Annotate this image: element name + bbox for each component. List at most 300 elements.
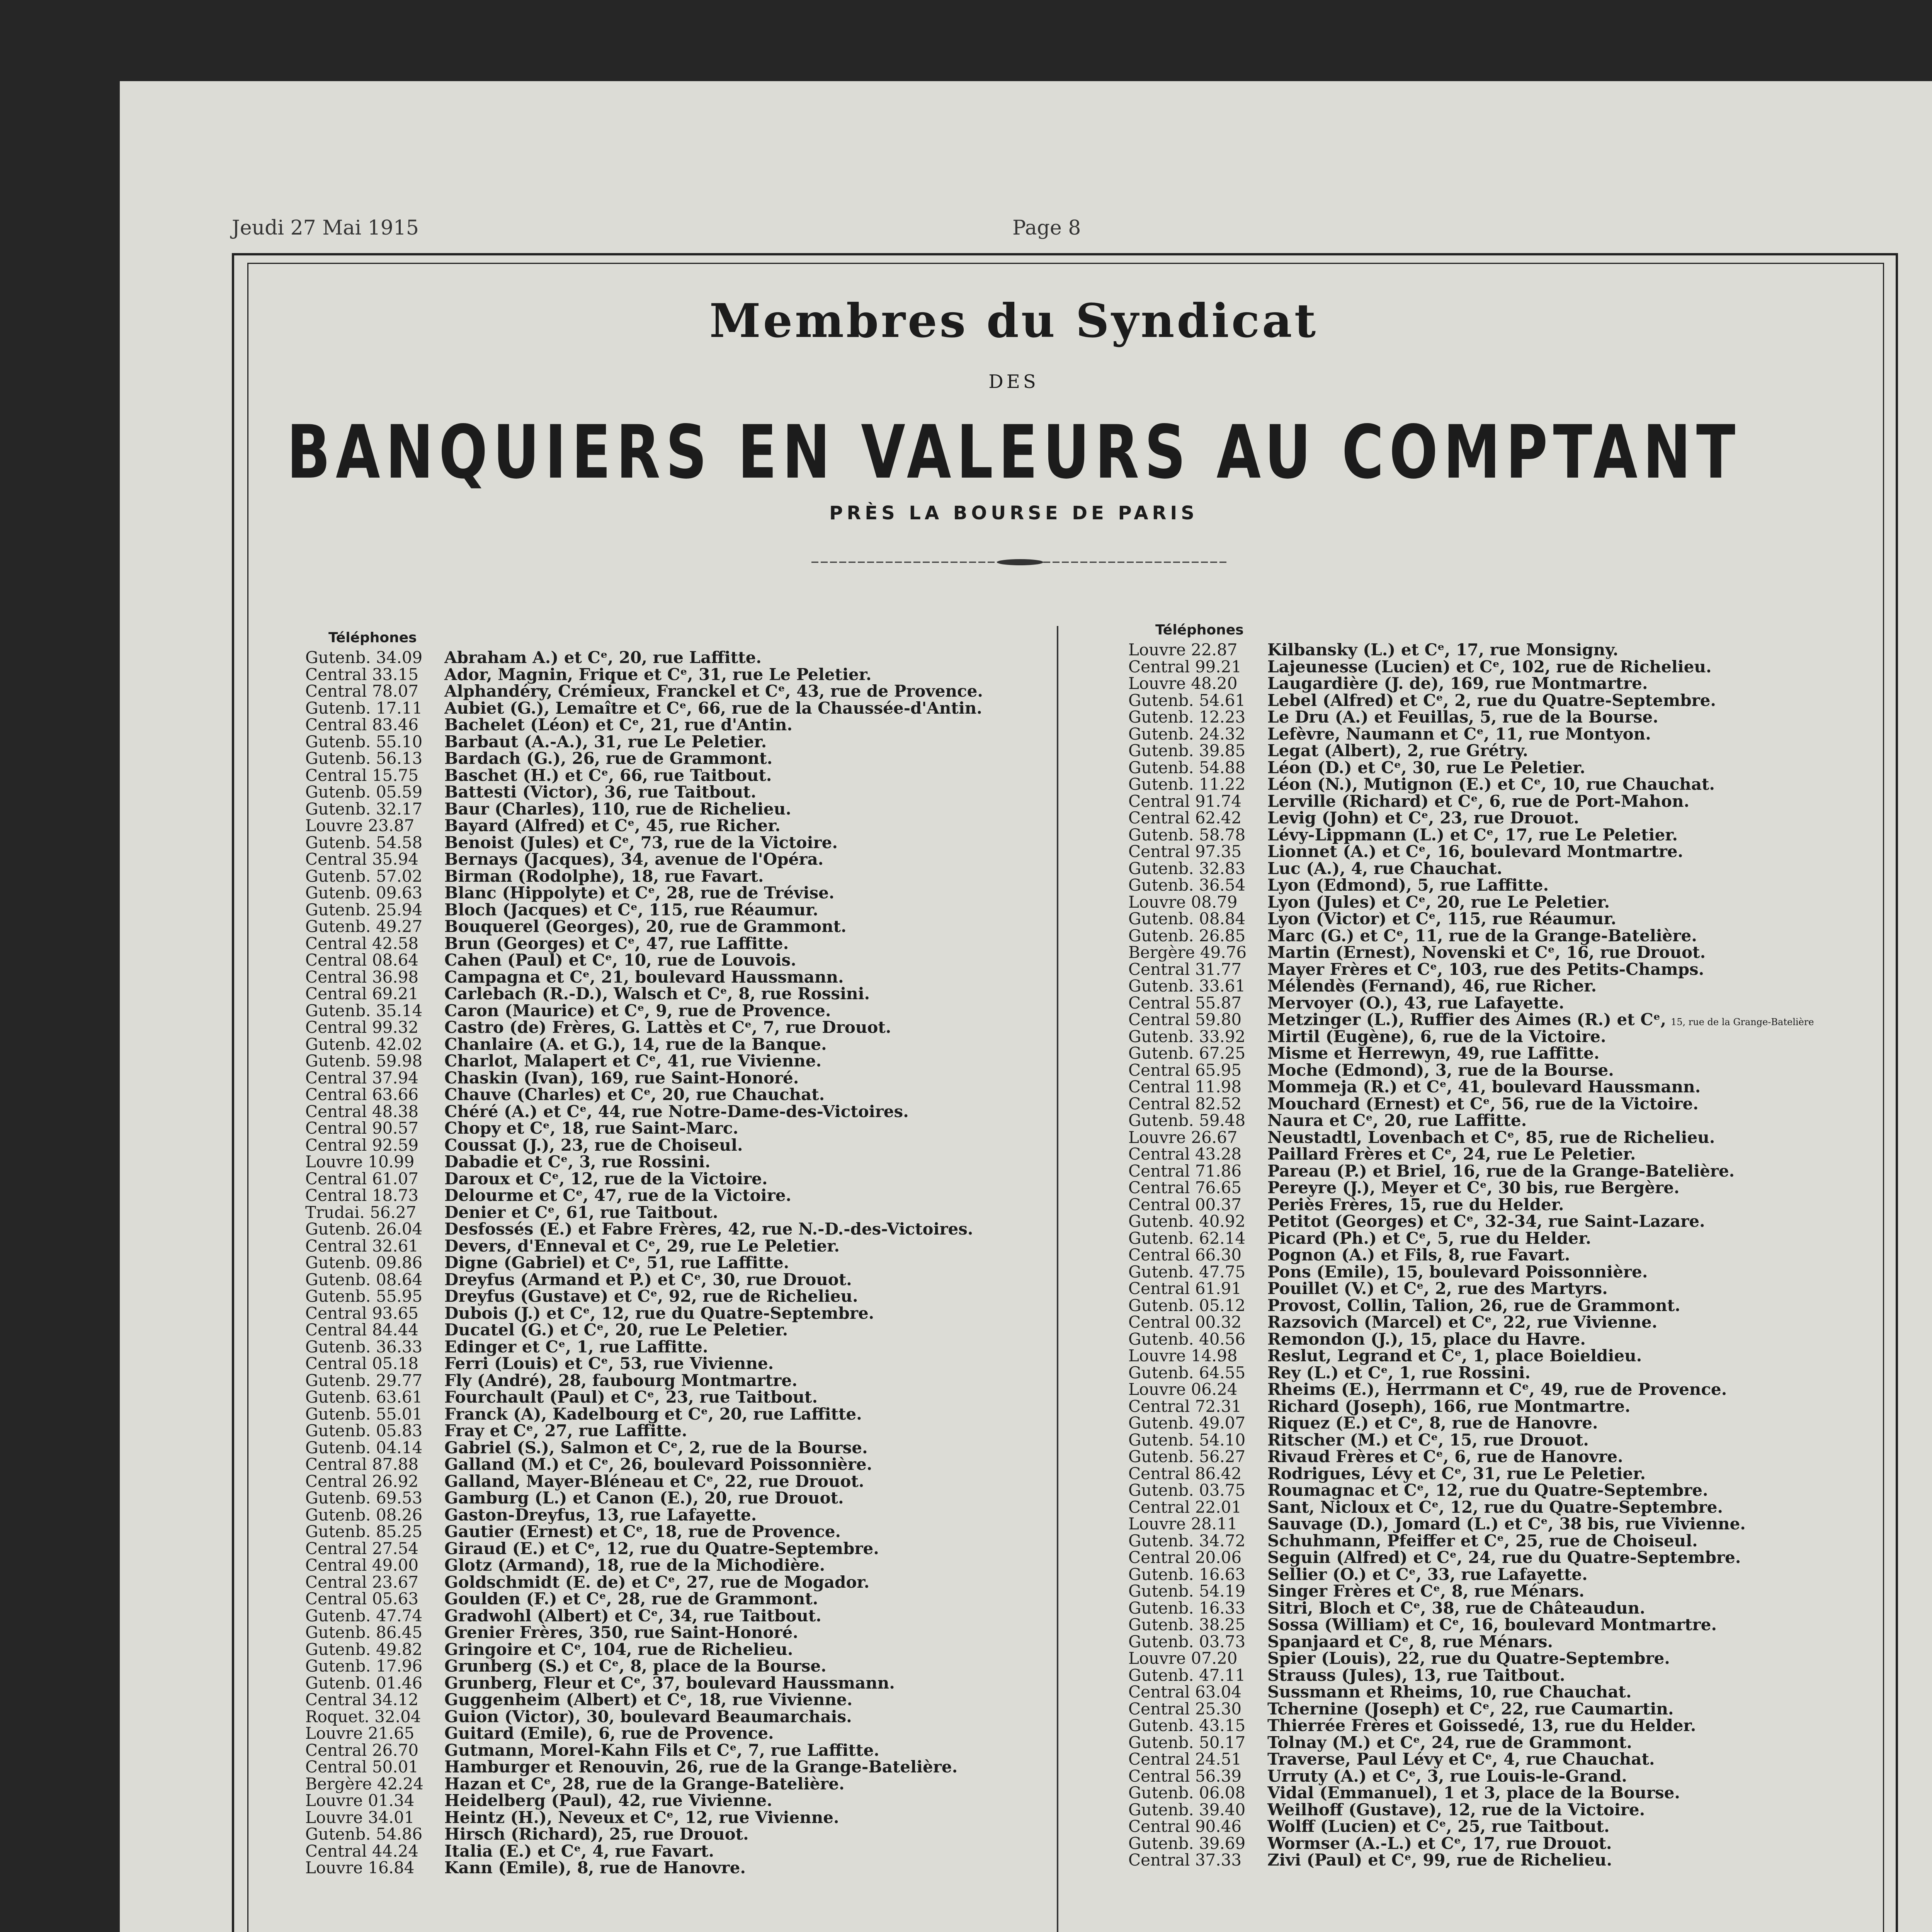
member-row bbox=[305, 1776, 983, 1793]
member-telephone: Gutenb. 26.04 bbox=[305, 1219, 423, 1238]
member-telephone: Gutenb. 56.27 bbox=[1128, 1447, 1246, 1466]
member-row bbox=[305, 1624, 983, 1641]
member-row bbox=[305, 1153, 983, 1170]
member-telephone: Trudai. 56.27 bbox=[305, 1202, 417, 1222]
member-row bbox=[1128, 894, 1814, 911]
member-row bbox=[305, 1708, 983, 1725]
member-telephone: Central 69.21 bbox=[305, 984, 419, 1003]
member-row bbox=[305, 1691, 983, 1708]
member-telephone: Central 86.42 bbox=[1128, 1464, 1242, 1483]
member-telephone: Gutenb. 34.09 bbox=[305, 648, 423, 667]
member-entry: Gamburg (L.) et Canon (E.), 20, rue Drouot. bbox=[444, 1488, 844, 1507]
member-telephone: Louvre 34.01 bbox=[305, 1808, 415, 1827]
member-entry: Lerville (Richard) et Cᵉ, 6, rue de Port-Mahon. bbox=[1267, 791, 1690, 811]
member-entry: Legat (Albert), 2, rue Grétry. bbox=[1267, 741, 1528, 760]
title-banquiers: BANQUIERS EN VALEURS AU COMPTANT bbox=[286, 410, 1741, 495]
member-telephone: Gutenb. 55.95 bbox=[305, 1287, 423, 1306]
member-row bbox=[1128, 1835, 1814, 1852]
member-row bbox=[305, 1473, 983, 1490]
member-row bbox=[305, 1389, 983, 1406]
member-telephone: Central 93.65 bbox=[305, 1303, 419, 1323]
member-entry: Schuhmann, Pfeiffer et Cᵉ, 25, rue de Choiseul. bbox=[1267, 1531, 1698, 1550]
member-telephone: Central 55.87 bbox=[1128, 993, 1242, 1012]
member-entry: Caron (Maurice) et Cᵉ, 9, rue de Provence. bbox=[444, 1001, 831, 1020]
member-entry: Baschet (H.) et Cᵉ, 66, rue Taitbout. bbox=[444, 765, 772, 785]
member-entry: Daroux et Cᵉ, 12, rue de la Victoire. bbox=[444, 1169, 768, 1188]
member-telephone: Gutenb. 54.86 bbox=[305, 1825, 423, 1844]
member-row bbox=[1128, 1264, 1814, 1281]
member-row bbox=[305, 801, 983, 818]
member-entry: Lyon (Jules) et Cᵉ, 20, rue Le Peletier. bbox=[1267, 892, 1610, 912]
member-row bbox=[1128, 944, 1814, 961]
member-entry: Kann (Emile), 8, rue de Hanovre. bbox=[444, 1858, 746, 1877]
member-entry: Dubois (J.) et Cᵉ, 12, rue du Quatre-Septembre. bbox=[444, 1303, 874, 1323]
member-telephone: Gutenb. 56.13 bbox=[305, 749, 423, 768]
member-row bbox=[1128, 1465, 1814, 1482]
member-row bbox=[305, 649, 983, 666]
member-entry: Sussmann et Rheims, 10, rue Chauchat. bbox=[1267, 1682, 1632, 1701]
member-row bbox=[305, 1254, 983, 1271]
member-telephone: Gutenb. 42.02 bbox=[305, 1034, 423, 1054]
member-entry: Dabadie et Cᵉ, 3, rue Rossini. bbox=[444, 1152, 711, 1171]
member-entry: Guitard (Emile), 6, rue de Provence. bbox=[444, 1724, 774, 1743]
member-row bbox=[1128, 1280, 1814, 1297]
member-telephone: Gutenb. 55.10 bbox=[305, 732, 423, 751]
member-telephone: Gutenb. 01.46 bbox=[305, 1673, 423, 1692]
member-telephone: Louvre 14.98 bbox=[1128, 1346, 1238, 1365]
member-telephone: Central 43.28 bbox=[1128, 1145, 1242, 1163]
member-entry: Dreyfus (Armand et P.) et Cᵉ, 30, rue Drouot. bbox=[444, 1270, 852, 1289]
member-entry: Chéré (A.) et Cᵉ, 44, rue Notre-Dame-des-Victoires. bbox=[444, 1102, 909, 1121]
member-entry: Charlot, Malapert et Cᵉ, 41, rue Vivienne. bbox=[444, 1051, 822, 1070]
member-row bbox=[1128, 1852, 1814, 1869]
member-row bbox=[305, 1221, 983, 1238]
member-entry: Pareau (P.) et Briel, 16, rue de la Grange-Batelière. bbox=[1267, 1161, 1735, 1180]
member-entry: Galland, Mayer-Bléneau et Cᵉ, 22, rue Drouot. bbox=[444, 1471, 864, 1491]
member-row bbox=[1128, 995, 1814, 1012]
member-row bbox=[305, 1238, 983, 1255]
member-row bbox=[305, 1036, 983, 1053]
member-entry: Lajeunesse (Lucien) et Cᵉ, 102, rue de Richelieu. bbox=[1267, 657, 1712, 676]
member-entry: Sitri, Bloch et Cᵉ, 38, rue de Châteaudun. bbox=[1267, 1598, 1645, 1617]
member-row bbox=[305, 834, 983, 851]
member-entry: Spier (Louis), 22, rue du Quatre-Septembre. bbox=[1267, 1649, 1670, 1668]
title-membres: Membres du Syndicat bbox=[709, 294, 1318, 348]
member-telephone: Gutenb. 50.17 bbox=[1128, 1733, 1246, 1752]
member-row bbox=[1128, 709, 1814, 726]
member-entry: Ritscher (M.) et Cᵉ, 15, rue Drouot. bbox=[1267, 1430, 1589, 1449]
member-telephone: Gutenb. 34.72 bbox=[1128, 1531, 1246, 1550]
member-row bbox=[1128, 1129, 1814, 1146]
member-entry: Franck (A), Kadelbourg et Cᵉ, 20, rue Laffitte. bbox=[444, 1404, 862, 1423]
member-telephone: Central 48.38 bbox=[305, 1102, 419, 1121]
member-row bbox=[305, 1422, 983, 1439]
member-entry: Galland (M.) et Cᵉ, 26, boulevard Poissonnière. bbox=[444, 1455, 872, 1474]
member-entry: Mommeja (R.) et Cᵉ, 41, boulevard Haussmann. bbox=[1267, 1077, 1701, 1096]
member-row bbox=[1128, 1347, 1814, 1364]
member-row bbox=[305, 1355, 983, 1372]
member-entry: Urruty (A.) et Cᵉ, 3, rue Louis-le-Grand. bbox=[1267, 1766, 1627, 1786]
member-row bbox=[1128, 1784, 1814, 1801]
member-telephone: Gutenb. 49.82 bbox=[305, 1639, 423, 1659]
member-row bbox=[305, 1725, 983, 1742]
member-entry: Mirtil (Eugène), 6, rue de la Victoire. bbox=[1267, 1027, 1606, 1046]
member-entry: Pons (Emile), 15, boulevard Poissonnière. bbox=[1267, 1262, 1648, 1281]
member-row bbox=[1128, 927, 1814, 944]
member-telephone: Gutenb. 17.96 bbox=[305, 1656, 423, 1675]
member-row bbox=[1128, 793, 1814, 810]
column-divider bbox=[1057, 626, 1058, 1932]
member-telephone: Central 44.24 bbox=[305, 1841, 419, 1861]
member-row bbox=[1128, 1331, 1814, 1348]
member-entry: Bayard (Alfred) et Cᵉ, 45, rue Richer. bbox=[444, 816, 781, 835]
member-row bbox=[1128, 1684, 1814, 1701]
member-entry: Levig (John) et Cᵉ, 23, rue Drouot. bbox=[1267, 808, 1579, 827]
member-telephone: Central 27.54 bbox=[305, 1539, 419, 1558]
member-row bbox=[1128, 726, 1814, 743]
member-telephone: Gutenb. 35.14 bbox=[305, 1001, 423, 1020]
member-row bbox=[1128, 1532, 1814, 1549]
member-entry: Barbaut (A.-A.), 31, rue Le Peletier. bbox=[444, 732, 767, 751]
member-entry: Mouchard (Ernest) et Cᵉ, 56, rue de la Victoire. bbox=[1267, 1094, 1699, 1113]
member-entry: Blanc (Hippolyte) et Cᵉ, 28, rue de Trévise. bbox=[444, 883, 835, 902]
member-telephone: Central 08.64 bbox=[305, 951, 419, 969]
member-row bbox=[305, 784, 983, 801]
member-entry: Mayer Frères et Cᵉ, 103, rue des Petits-Champs. bbox=[1267, 959, 1704, 979]
member-telephone: Gutenb. 32.17 bbox=[305, 799, 423, 818]
member-row bbox=[1128, 1701, 1814, 1718]
member-telephone: Central 63.04 bbox=[1128, 1682, 1242, 1701]
member-telephone: Gutenb. 54.10 bbox=[1128, 1430, 1246, 1449]
member-row bbox=[1128, 1011, 1814, 1028]
member-telephone: Gutenb. 55.01 bbox=[305, 1404, 423, 1423]
member-telephone: Gutenb. 54.61 bbox=[1128, 690, 1246, 710]
member-telephone: Central 78.07 bbox=[305, 682, 419, 701]
member-telephone: Gutenb. 06.08 bbox=[1128, 1783, 1246, 1802]
member-entry: Chopy et Cᵉ, 18, rue Saint-Marc. bbox=[444, 1119, 739, 1138]
member-telephone: Gutenb. 05.83 bbox=[305, 1421, 423, 1440]
member-row bbox=[1128, 1633, 1814, 1650]
member-row bbox=[1128, 1028, 1814, 1045]
member-telephone: Gutenb. 86.45 bbox=[305, 1623, 423, 1642]
member-telephone: Central 32.61 bbox=[305, 1236, 419, 1255]
member-row bbox=[1128, 776, 1814, 793]
member-entry: Gabriel (S.), Salmon et Cᵉ, 2, rue de la Bourse. bbox=[444, 1438, 868, 1457]
member-row bbox=[1128, 1415, 1814, 1432]
member-entry: Traverse, Paul Lévy et Cᵉ, 4, rue Chauchat. bbox=[1267, 1750, 1655, 1769]
member-row bbox=[1128, 742, 1814, 759]
member-row bbox=[305, 1019, 983, 1036]
member-telephone: Gutenb. 38.25 bbox=[1128, 1615, 1246, 1634]
member-entry: Periès Frères, 15, rue du Helder. bbox=[1267, 1195, 1564, 1214]
member-entry: Le Dru (A.) et Feuillas, 5, rue de la Bourse. bbox=[1267, 707, 1658, 726]
member-row bbox=[305, 666, 983, 683]
member-entry: Ferri (Louis) et Cᵉ, 53, rue Vivienne. bbox=[444, 1354, 774, 1373]
member-entry: Moche (Edmond), 3, rue de la Bourse. bbox=[1267, 1060, 1614, 1080]
member-entry: Rodrigues, Lévy et Cᵉ, 31, rue Le Peletier. bbox=[1267, 1464, 1646, 1483]
member-telephone: Central 99.21 bbox=[1128, 657, 1242, 676]
member-entry: Battesti (Victor), 36, rue Taitbout. bbox=[444, 782, 757, 801]
member-row bbox=[305, 1507, 983, 1524]
member-telephone: Gutenb. 47.74 bbox=[305, 1606, 423, 1625]
member-entry: Richard (Joseph), 166, rue Montmartre. bbox=[1267, 1396, 1631, 1416]
member-telephone: Louvre 10.99 bbox=[305, 1152, 415, 1171]
member-entry: Goulden (F.) et Cᵉ, 28, rue de Grammont. bbox=[444, 1589, 818, 1608]
member-entry: Guion (Victor), 30, boulevard Beaumarchais. bbox=[444, 1707, 852, 1726]
member-entry: Léon (N.), Mutignon (E.) et Cᵉ, 10, rue Chauchat. bbox=[1267, 775, 1715, 794]
member-entry: Heintz (H.), Neveux et Cᵉ, 12, rue Vivienne. bbox=[444, 1808, 839, 1827]
member-row bbox=[305, 1372, 983, 1389]
member-telephone: Gutenb. 54.58 bbox=[305, 833, 423, 852]
member-telephone: Gutenb. 26.85 bbox=[1128, 926, 1246, 945]
member-telephone: Central 34.12 bbox=[305, 1690, 419, 1709]
member-entry: Zivi (Paul) et Cᵉ, 99, rue de Richelieu. bbox=[1267, 1850, 1612, 1869]
member-row bbox=[1128, 827, 1814, 844]
member-row bbox=[1128, 1078, 1814, 1095]
member-row bbox=[305, 1540, 983, 1557]
member-entry: Bloch (Jacques) et Cᵉ, 115, rue Réaumur. bbox=[444, 900, 818, 919]
member-row bbox=[305, 683, 983, 700]
member-entry: Devers, d'Enneval et Cᵉ, 29, rue Le Peletier. bbox=[444, 1236, 840, 1255]
member-row bbox=[1128, 910, 1814, 927]
member-row bbox=[305, 733, 983, 750]
member-entry: Thierrée Frères et Goissedé, 13, rue du Helder. bbox=[1267, 1716, 1696, 1735]
member-row bbox=[305, 1658, 983, 1675]
member-entry: Gutmann, Morel-Kahn Fils et Cᵉ, 7, rue Laffitte. bbox=[444, 1740, 879, 1760]
member-telephone: Gutenb. 69.53 bbox=[305, 1488, 423, 1507]
members-list-right bbox=[1128, 641, 1814, 1869]
member-row bbox=[305, 1338, 983, 1355]
member-telephone: Louvre 21.65 bbox=[305, 1724, 415, 1743]
member-telephone: Louvre 28.11 bbox=[1128, 1514, 1238, 1533]
member-entry: Marc (G.) et Cᵉ, 11, rue de la Grange-Batelière. bbox=[1267, 926, 1697, 945]
members-list-left bbox=[305, 649, 983, 1876]
member-telephone: Central 56.39 bbox=[1128, 1766, 1242, 1786]
member-entry: Razsovich (Marcel) et Cᵉ, 22, rue Vivienne. bbox=[1267, 1313, 1658, 1332]
member-telephone: Gutenb. 54.19 bbox=[1128, 1582, 1246, 1600]
member-row bbox=[1128, 1499, 1814, 1516]
member-entry: Italia (E.) et Cᵉ, 4, rue Favart. bbox=[444, 1841, 714, 1861]
member-entry: Dreyfus (Gustave) et Cᵉ, 92, rue de Richelieu. bbox=[444, 1287, 858, 1306]
member-telephone: Central 76.65 bbox=[1128, 1178, 1242, 1197]
member-entry: Carlebach (R.-D.), Walsch et Cᵉ, 8, rue Rossini. bbox=[444, 984, 870, 1003]
member-entry: Kilbansky (L.) et Cᵉ, 17, rue Monsigny. bbox=[1267, 640, 1619, 659]
member-telephone: Central 82.52 bbox=[1128, 1094, 1242, 1113]
member-telephone: Central 91.74 bbox=[1128, 791, 1242, 811]
member-entry: Grunberg (S.) et Cᵉ, 8, place de la Bourse. bbox=[444, 1656, 827, 1675]
column-header-telephones: Téléphones bbox=[1155, 622, 1244, 638]
member-address-note: 15, rue de la Grange-Batelière bbox=[1670, 1017, 1814, 1027]
member-row bbox=[1128, 843, 1814, 860]
member-telephone: Gutenb. 39.40 bbox=[1128, 1800, 1246, 1819]
member-telephone: Central 15.75 bbox=[305, 765, 419, 785]
member-telephone: Louvre 08.79 bbox=[1128, 892, 1238, 912]
member-row bbox=[1128, 978, 1814, 995]
member-row bbox=[305, 1288, 983, 1305]
member-entry: Spanjaard et Cᵉ, 8, rue Ménars. bbox=[1267, 1632, 1553, 1651]
member-telephone: Gutenb. 09.63 bbox=[305, 883, 423, 902]
member-entry: Rey (L.) et Cᵉ, 1, rue Rossini. bbox=[1267, 1363, 1531, 1382]
member-entry: Tolnay (M.) et Cᵉ, 24, rue de Grammont. bbox=[1267, 1733, 1632, 1752]
member-telephone: Central 00.37 bbox=[1128, 1195, 1242, 1214]
member-entry: Guggenheim (Albert) et Cᵉ, 18, rue Vivienne. bbox=[444, 1690, 853, 1709]
member-telephone: Central 63.66 bbox=[305, 1085, 419, 1104]
issue-date: Jeudi 27 Mai 1915 bbox=[232, 216, 419, 240]
member-entry: Digne (Gabriel) et Cᵉ, 51, rue Laffitte. bbox=[444, 1253, 789, 1272]
member-entry: Grunberg, Fleur et Cᵉ, 37, boulevard Haussmann. bbox=[444, 1673, 895, 1692]
member-entry: Provost, Collin, Talion, 26, rue de Grammont. bbox=[1267, 1296, 1680, 1315]
member-row bbox=[1128, 1768, 1814, 1785]
member-row bbox=[305, 1843, 983, 1860]
member-telephone: Central 83.46 bbox=[305, 715, 419, 734]
member-entry: Giraud (E.) et Cᵉ, 12, rue du Quatre-Septembre. bbox=[444, 1539, 879, 1558]
member-entry: Lefèvre, Naumann et Cᵉ, 11, rue Montyon. bbox=[1267, 724, 1651, 743]
member-row bbox=[305, 1070, 983, 1087]
member-telephone: Gutenb. 39.69 bbox=[1128, 1833, 1246, 1853]
member-row bbox=[1128, 1734, 1814, 1751]
member-telephone: Louvre 16.84 bbox=[305, 1858, 415, 1877]
member-telephone: Central 31.77 bbox=[1128, 959, 1242, 979]
member-entry: Vidal (Emmanuel), 1 et 3, place de la Bourse. bbox=[1267, 1783, 1680, 1802]
member-row bbox=[305, 851, 983, 868]
member-entry: Laugardière (J. de), 169, rue Montmartre. bbox=[1267, 674, 1648, 693]
member-entry: Roumagnac et Cᵉ, 12, rue du Quatre-Septembre. bbox=[1267, 1481, 1708, 1500]
member-row bbox=[305, 1523, 983, 1540]
member-telephone: Gutenb. 47.75 bbox=[1128, 1262, 1246, 1281]
member-entry: Lyon (Victor) et Cᵉ, 115, rue Réaumur. bbox=[1267, 909, 1617, 928]
member-telephone: Central 35.94 bbox=[305, 850, 419, 869]
member-row bbox=[305, 1170, 983, 1187]
member-telephone: Gutenb. 24.32 bbox=[1128, 724, 1246, 743]
member-row bbox=[305, 952, 983, 969]
member-telephone: Gutenb. 64.55 bbox=[1128, 1363, 1246, 1382]
member-telephone: Central 05.18 bbox=[305, 1354, 419, 1373]
member-entry: Lyon (Edmond), 5, rue Laffitte. bbox=[1267, 876, 1549, 895]
member-telephone: Gutenb. 03.75 bbox=[1128, 1481, 1246, 1500]
member-entry: Cahen (Paul) et Cᵉ, 10, rue de Louvois. bbox=[444, 951, 796, 969]
member-entry: Sossa (William) et Cᵉ, 16, boulevard Montmartre. bbox=[1267, 1615, 1717, 1634]
member-row bbox=[1128, 692, 1814, 709]
member-row bbox=[305, 901, 983, 918]
member-telephone: Gutenb. 58.78 bbox=[1128, 825, 1246, 844]
member-telephone: Central 59.80 bbox=[1128, 1010, 1242, 1029]
member-row bbox=[305, 1439, 983, 1456]
member-row bbox=[305, 1826, 983, 1843]
member-telephone: Louvre 26.67 bbox=[1128, 1128, 1238, 1147]
member-entry: Birman (Rodolphe), 18, rue Favart. bbox=[444, 866, 764, 886]
member-entry: Chaskin (Ivan), 169, rue Saint-Honoré. bbox=[444, 1068, 799, 1087]
member-row bbox=[1128, 1432, 1814, 1449]
member-entry: Paillard Frères et Cᵉ, 24, rue Le Peletier. bbox=[1267, 1145, 1636, 1163]
member-telephone: Bergère 49.76 bbox=[1128, 943, 1247, 962]
member-telephone: Gutenb. 85.25 bbox=[305, 1522, 423, 1541]
member-telephone: Gutenb. 25.94 bbox=[305, 900, 423, 919]
member-row bbox=[1128, 1818, 1814, 1835]
member-row bbox=[305, 1204, 983, 1221]
member-entry: Glotz (Armand), 18, rue de la Michodière. bbox=[444, 1556, 825, 1575]
member-row bbox=[1128, 1482, 1814, 1499]
member-telephone: Gutenb. 29.77 bbox=[305, 1371, 423, 1390]
column-header-telephones: Téléphones bbox=[328, 630, 417, 646]
member-telephone: Central 62.42 bbox=[1128, 808, 1242, 827]
member-row bbox=[305, 868, 983, 885]
member-telephone: Gutenb. 57.02 bbox=[305, 866, 423, 886]
member-telephone: Central 61.07 bbox=[305, 1169, 419, 1188]
member-entry: Metzinger (L.), Ruffier des Aimes (R.) et Cᵉ, bbox=[1267, 1010, 1666, 1029]
member-entry: Gradwohl (Albert) et Cᵉ, 34, rue Taitbout. bbox=[444, 1606, 821, 1625]
member-entry: Denier et Cᵉ, 61, rue Taitbout. bbox=[444, 1202, 718, 1222]
member-row bbox=[305, 1120, 983, 1137]
member-row bbox=[1128, 1314, 1814, 1331]
member-row bbox=[1128, 1213, 1814, 1230]
member-telephone: Central 00.32 bbox=[1128, 1313, 1242, 1332]
member-entry: Fray et Cᵉ, 27, rue Laffitte. bbox=[444, 1421, 687, 1440]
member-entry: Brun (Georges) et Cᵉ, 47, rue Laffitte. bbox=[444, 934, 789, 953]
member-telephone: Gutenb. 43.15 bbox=[1128, 1716, 1246, 1735]
member-entry: Bachelet (Léon) et Cᵉ, 21, rue d'Antin. bbox=[444, 715, 793, 734]
member-row bbox=[1128, 1583, 1814, 1600]
member-telephone: Central 65.95 bbox=[1128, 1060, 1242, 1080]
member-entry: Chanlaire (A. et G.), 14, rue de la Banque. bbox=[444, 1034, 827, 1054]
member-telephone: Central 66.30 bbox=[1128, 1245, 1242, 1264]
member-entry: Petitot (Georges) et Cᵉ, 32-34, rue Saint-Lazare. bbox=[1267, 1212, 1705, 1231]
member-row bbox=[1128, 1364, 1814, 1381]
member-row bbox=[305, 1406, 983, 1423]
member-telephone: Louvre 23.87 bbox=[305, 816, 415, 835]
member-row bbox=[305, 1607, 983, 1624]
member-entry: Naura et Cᵉ, 20, rue Laffitte. bbox=[1267, 1111, 1527, 1130]
ornament-rule bbox=[811, 558, 1229, 566]
member-row bbox=[305, 1305, 983, 1322]
member-telephone: Louvre 01.34 bbox=[305, 1791, 415, 1810]
member-row bbox=[1128, 1247, 1814, 1264]
member-row bbox=[1128, 961, 1814, 978]
member-telephone: Central 23.67 bbox=[305, 1572, 419, 1592]
member-entry: Strauss (Jules), 13, rue Taitbout. bbox=[1267, 1665, 1565, 1685]
member-row bbox=[1128, 1549, 1814, 1566]
member-row bbox=[1128, 1600, 1814, 1617]
member-telephone: Gutenb. 33.61 bbox=[1128, 976, 1246, 995]
member-row bbox=[305, 1053, 983, 1070]
member-telephone: Gutenb. 40.92 bbox=[1128, 1212, 1246, 1231]
member-entry: Riquez (E.) et Cᵉ, 8, rue de Hanovre. bbox=[1267, 1413, 1598, 1432]
member-telephone: Gutenb. 39.85 bbox=[1128, 741, 1246, 760]
member-row bbox=[305, 1859, 983, 1876]
member-telephone: Central 90.57 bbox=[305, 1119, 419, 1138]
member-telephone: Central 99.32 bbox=[305, 1018, 419, 1037]
member-row bbox=[305, 700, 983, 717]
member-telephone: Gutenb. 09.86 bbox=[305, 1253, 423, 1272]
member-telephone: Central 20.06 bbox=[1128, 1548, 1242, 1567]
member-telephone: Roquet. 32.04 bbox=[305, 1707, 421, 1726]
member-entry: Gautier (Ernest) et Cᵉ, 18, rue de Provence. bbox=[444, 1522, 841, 1541]
member-entry: Ador, Magnin, Frique et Cᵉ, 31, rue Le Peletier. bbox=[444, 665, 872, 684]
member-row bbox=[1128, 1650, 1814, 1667]
member-telephone: Central 42.58 bbox=[305, 934, 419, 953]
member-entry: Campagna et Cᵉ, 21, boulevard Haussmann. bbox=[444, 967, 844, 986]
member-row bbox=[305, 1574, 983, 1591]
member-row bbox=[1128, 810, 1814, 827]
member-entry: Rivaud Frères et Cᵉ, 6, rue de Hanovre. bbox=[1267, 1447, 1623, 1466]
member-entry: Pognon (A.) et Fils, 8, rue Favart. bbox=[1267, 1245, 1570, 1264]
member-row bbox=[1128, 1515, 1814, 1532]
member-telephone: Central 84.44 bbox=[305, 1320, 419, 1339]
member-entry: Fly (André), 28, faubourg Montmartre. bbox=[444, 1371, 798, 1390]
member-telephone: Gutenb. 05.59 bbox=[305, 782, 423, 801]
member-telephone: Gutenb. 32.83 bbox=[1128, 859, 1246, 878]
member-row bbox=[305, 716, 983, 733]
member-telephone: Gutenb. 16.63 bbox=[1128, 1565, 1246, 1584]
